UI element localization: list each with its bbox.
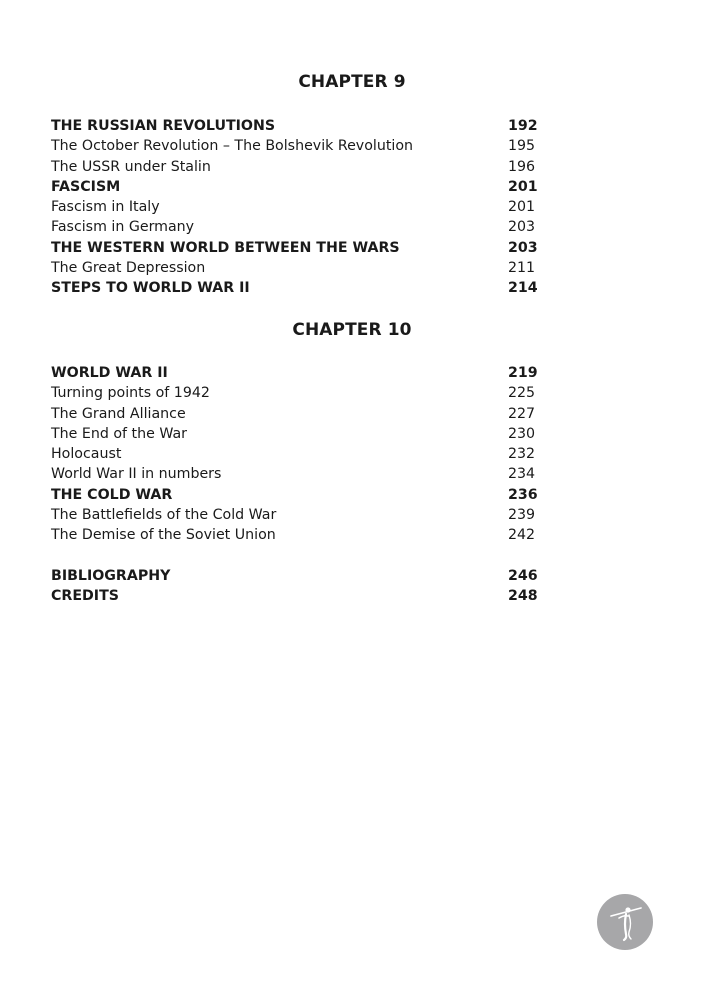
toc-entry-title: Fascism in Italy (51, 199, 160, 216)
toc-entry-page: 201 (508, 199, 536, 216)
toc-entry-title: FASCISM (51, 178, 121, 195)
toc-entry-page: 236 (508, 486, 538, 503)
chapter-9-heading: CHAPTER 9 (298, 72, 406, 92)
toc-entry-title: WORLD WAR II (51, 365, 168, 381)
toc-entry[interactable] (51, 136, 551, 156)
toc-entry-page: 242 (508, 527, 536, 544)
toc-entry[interactable] (51, 197, 551, 217)
toc-entry-page: 246 (508, 567, 538, 584)
toc-entry[interactable] (51, 505, 551, 525)
toc-entry-page: 203 (508, 239, 538, 256)
toc-entry-title: The Grand Alliance (51, 405, 186, 422)
toc-entry-title: The Demise of the Soviet Union (51, 527, 276, 544)
chapter-10-toc (51, 363, 551, 607)
toc-entry-title: Turning points of 1942 (51, 385, 210, 402)
toc-entry-title: The October Revolution – The Bolshevik Revolution (51, 138, 413, 155)
toc-entry[interactable] (51, 485, 551, 505)
toc-entry-page: 211 (508, 260, 536, 277)
toc-entry[interactable] (51, 363, 551, 383)
toc-entry[interactable] (51, 116, 551, 136)
toc-entry-title: Holocaust (51, 446, 122, 463)
publisher-logo (597, 894, 653, 950)
toc-entry-page: 230 (508, 425, 536, 442)
toc-entry[interactable] (51, 424, 551, 444)
toc-entry-page: 234 (508, 466, 536, 483)
toc-entry[interactable] (51, 157, 551, 177)
toc-entry-title: THE RUSSIAN REVOLUTIONS (51, 118, 276, 134)
toc-entry-page: 225 (508, 385, 536, 402)
toc-entry-page: 239 (508, 507, 536, 524)
toc-entry[interactable] (51, 258, 551, 278)
toc-entry[interactable] (51, 464, 551, 484)
toc-entry-page: 248 (508, 588, 538, 605)
chapter-9-toc (51, 116, 551, 299)
toc-entry-page: 219 (508, 365, 538, 381)
toc-spacer (51, 546, 551, 566)
figure-with-spear-icon (597, 894, 653, 950)
toc-entry-title: The Battlefields of the Cold War (51, 507, 277, 524)
chapter-10-heading: CHAPTER 10 (292, 320, 412, 340)
toc-entry-title: BIBLIOGRAPHY (51, 567, 171, 584)
toc-entry[interactable] (51, 404, 551, 424)
toc-entry[interactable] (51, 217, 551, 237)
toc-entry-page: 203 (508, 219, 536, 236)
toc-entry-page: 201 (508, 178, 538, 195)
toc-entry-page: 232 (508, 446, 536, 463)
toc-entry-title: The USSR under Stalin (51, 158, 211, 175)
toc-entry-title: The Great Depression (51, 260, 206, 277)
toc-entry-title: Fascism in Germany (51, 219, 195, 236)
toc-entry-title: THE COLD WAR (51, 486, 173, 503)
toc-entry-page: 196 (508, 158, 536, 175)
toc-entry[interactable] (51, 383, 551, 403)
toc-entry[interactable] (51, 525, 551, 545)
toc-entry-page: 195 (508, 138, 536, 155)
toc-entry-title: World War II in numbers (51, 466, 222, 483)
toc-entry-title: THE WESTERN WORLD BETWEEN THE WARS (51, 239, 400, 256)
toc-entry[interactable] (51, 177, 551, 197)
toc-entry-bibliography[interactable] (51, 566, 551, 586)
toc-entry-title: The End of the War (51, 425, 187, 442)
toc-entry-credits[interactable] (51, 586, 551, 606)
toc-entry-page: 192 (508, 118, 538, 134)
toc-entry-page: 214 (508, 280, 538, 297)
toc-entry[interactable] (51, 444, 551, 464)
toc-entry[interactable] (51, 238, 551, 258)
toc-entry-page: 227 (508, 405, 536, 422)
toc-entry[interactable] (51, 278, 551, 298)
toc-entry-title: STEPS TO WORLD WAR II (51, 280, 250, 297)
toc-entry-title: CREDITS (51, 588, 119, 605)
